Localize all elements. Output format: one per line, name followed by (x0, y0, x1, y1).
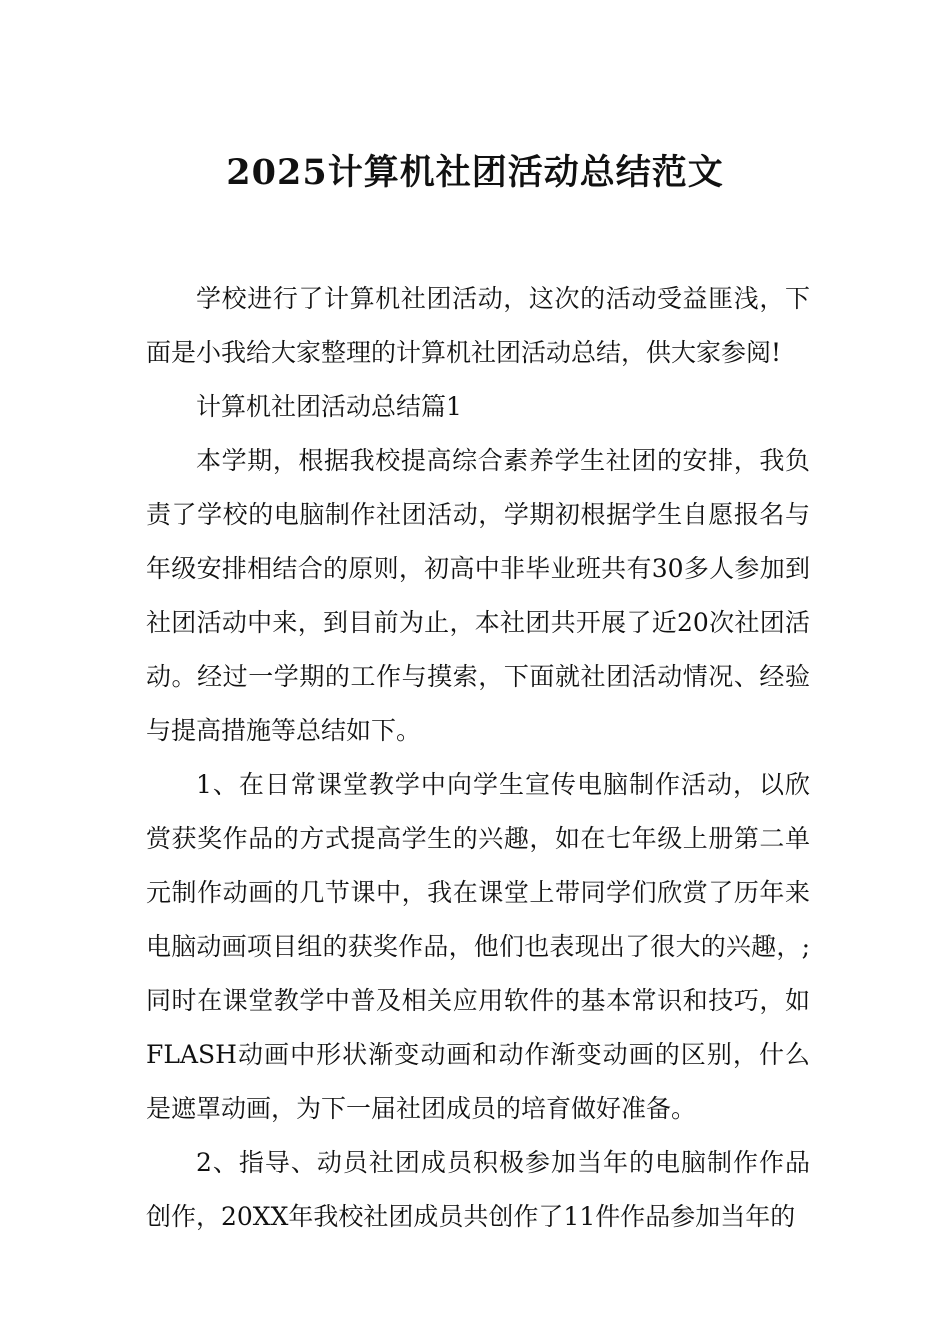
body-paragraph-1: 本学期，根据我校提高综合素养学生社团的安排，我负责了学校的电脑制作社团活动，学期初根据学生自愿报名与年级安排相结合的原则，初高中非毕业班共有30多人参加到社团活动中来，到目前为止，本社团共开展了近20次社团活动。经过一学期的工作与摸索，下面就社团活动情况、经验与提高措施等总结如下。 (146, 446, 810, 745)
section-heading: 计算机社团活动总结篇1 (196, 392, 462, 421)
body-paragraph-2: 1、在日常课堂教学中向学生宣传电脑制作活动，以欣赏获奖作品的方式提高学生的兴趣，如在七年级上册第二单元制作动画的几节课中，我在课堂上带同学们欣赏了历年来电脑动画项目组的获奖作品，他们也表现出了很大的兴趣，;同时在课堂教学中普及相关应用软件的基本常识和技巧，如FLASH动画中形状渐变动画和动作渐变动画的区别，什么是遮罩动画，为下一届社团成员的培育做好准备。 (146, 770, 810, 1123)
intro-paragraph: 学校进行了计算机社团活动，这次的活动受益匪浅，下面是小我给大家整理的计算机社团活动总结，供大家参阅! (146, 284, 810, 367)
document-body (146, 272, 810, 1244)
body-paragraph-3: 2、指导、动员社团成员积极参加当年的电脑制作作品创作，20XX年我校社团成员共创作了11件作品参加当年的 (146, 1148, 810, 1231)
document-title: 2025计算机社团活动总结范文 (226, 152, 724, 194)
